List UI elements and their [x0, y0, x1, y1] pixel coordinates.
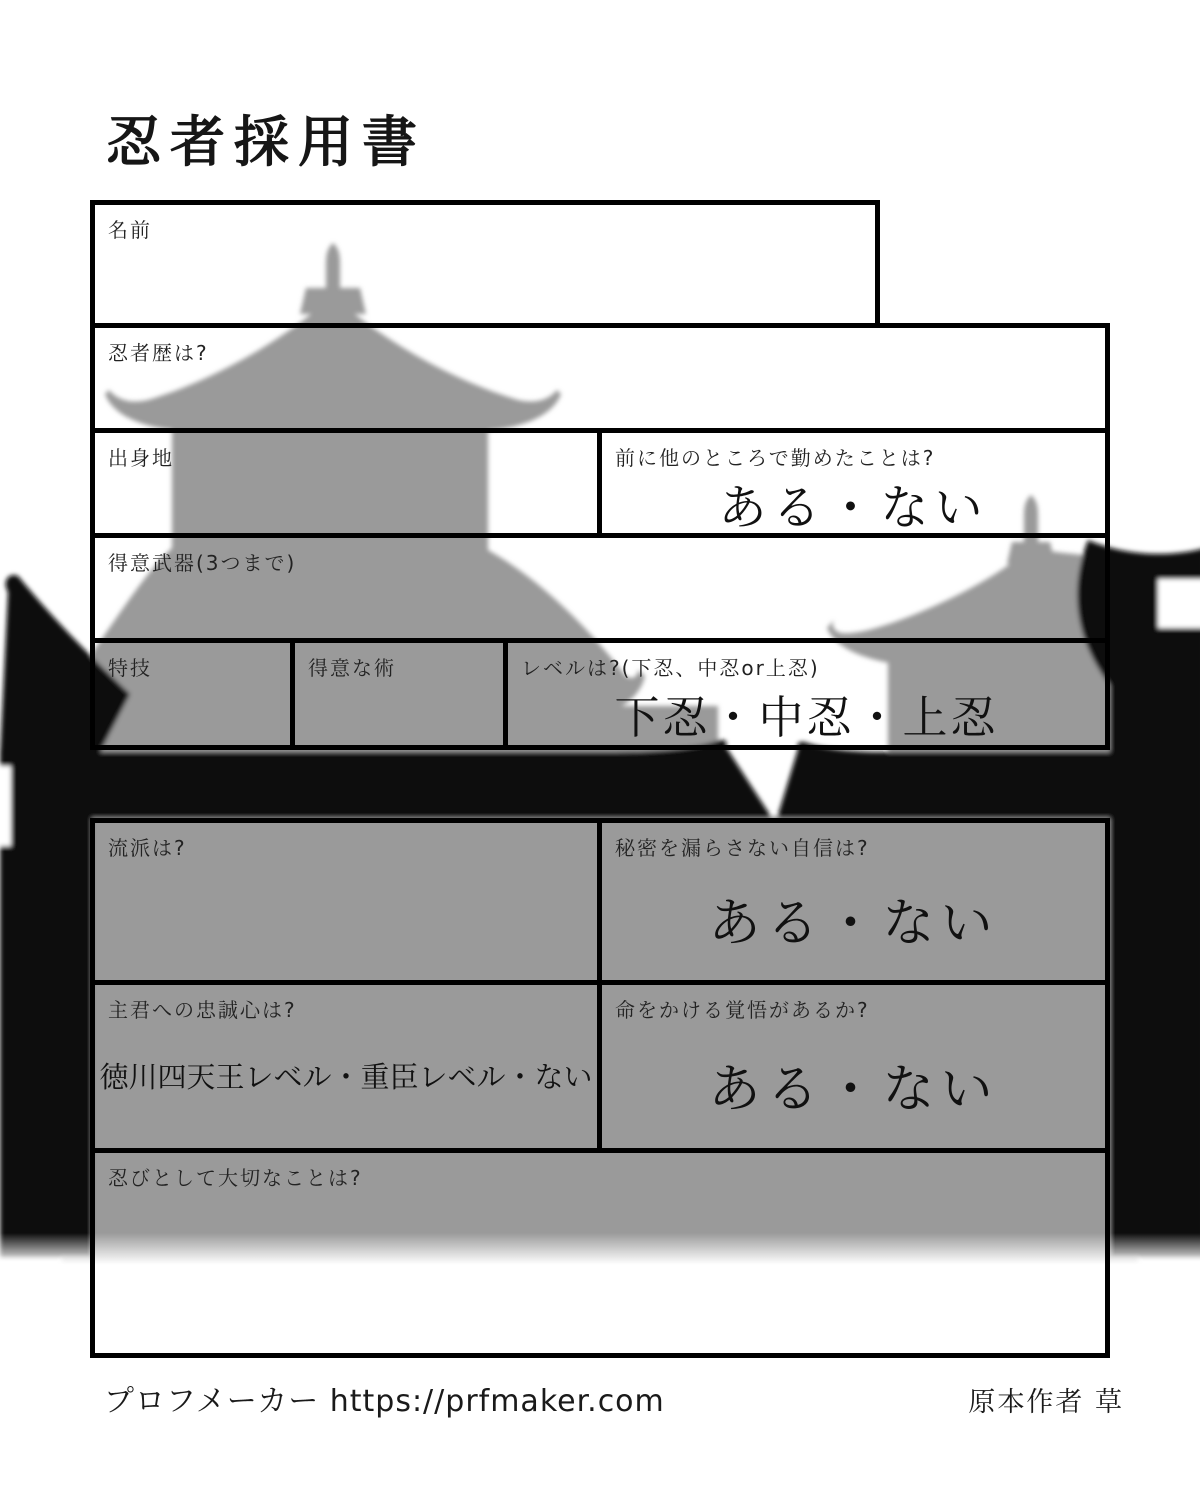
field-resolve-label: 命をかける覚悟があるか?	[615, 998, 870, 1022]
field-school	[90, 818, 602, 985]
field-experience-label: 忍者歴は?	[108, 341, 209, 365]
field-experience	[90, 323, 1110, 433]
field-secret	[597, 818, 1110, 985]
field-favorite-jutsu-label: 得意な術	[308, 656, 396, 680]
field-weapons-label: 得意武器(3つまで)	[108, 551, 297, 575]
field-school-label: 流派は?	[108, 836, 187, 860]
field-loyalty-answer: 徳川四天王レベル・重臣レベル・ない	[99, 1060, 593, 1094]
field-resolve-answer: ある・ない	[708, 1060, 999, 1120]
field-weapons	[90, 533, 1110, 643]
field-secret-label: 秘密を漏らさない自信は?	[615, 836, 870, 860]
field-important-thing-label: 忍びとして大切なことは?	[108, 1166, 363, 1190]
field-important-thing	[90, 1148, 1110, 1358]
field-special-skill	[90, 638, 295, 750]
field-name-label: 名前	[108, 218, 152, 242]
field-secret-answer: ある・ない	[708, 894, 999, 954]
field-level	[503, 638, 1110, 750]
footer-author-credit: 原本作者 草	[968, 1387, 1124, 1418]
field-previous-work	[597, 428, 1110, 538]
field-previous-work-label: 前に他のところで勤めたことは?	[615, 446, 936, 470]
field-resolve	[597, 980, 1110, 1153]
field-special-skill-label: 特技	[108, 656, 152, 680]
field-favorite-jutsu	[290, 638, 508, 750]
page-title: 忍者採用書	[106, 110, 427, 174]
field-level-label: レベルは?(下忍、中忍or上忍)	[521, 656, 820, 680]
footer-site-credit: プロフメーカー https://prfmaker.com	[104, 1384, 665, 1419]
field-birthplace	[90, 428, 602, 538]
field-loyalty	[90, 980, 602, 1153]
field-level-answer: 下忍・中忍・上忍	[614, 691, 999, 744]
field-birthplace-label: 出身地	[108, 446, 174, 470]
field-previous-work-answer: ある・ない	[718, 480, 989, 536]
field-loyalty-label: 主君への忠誠心は?	[108, 998, 297, 1022]
field-name	[90, 200, 880, 328]
